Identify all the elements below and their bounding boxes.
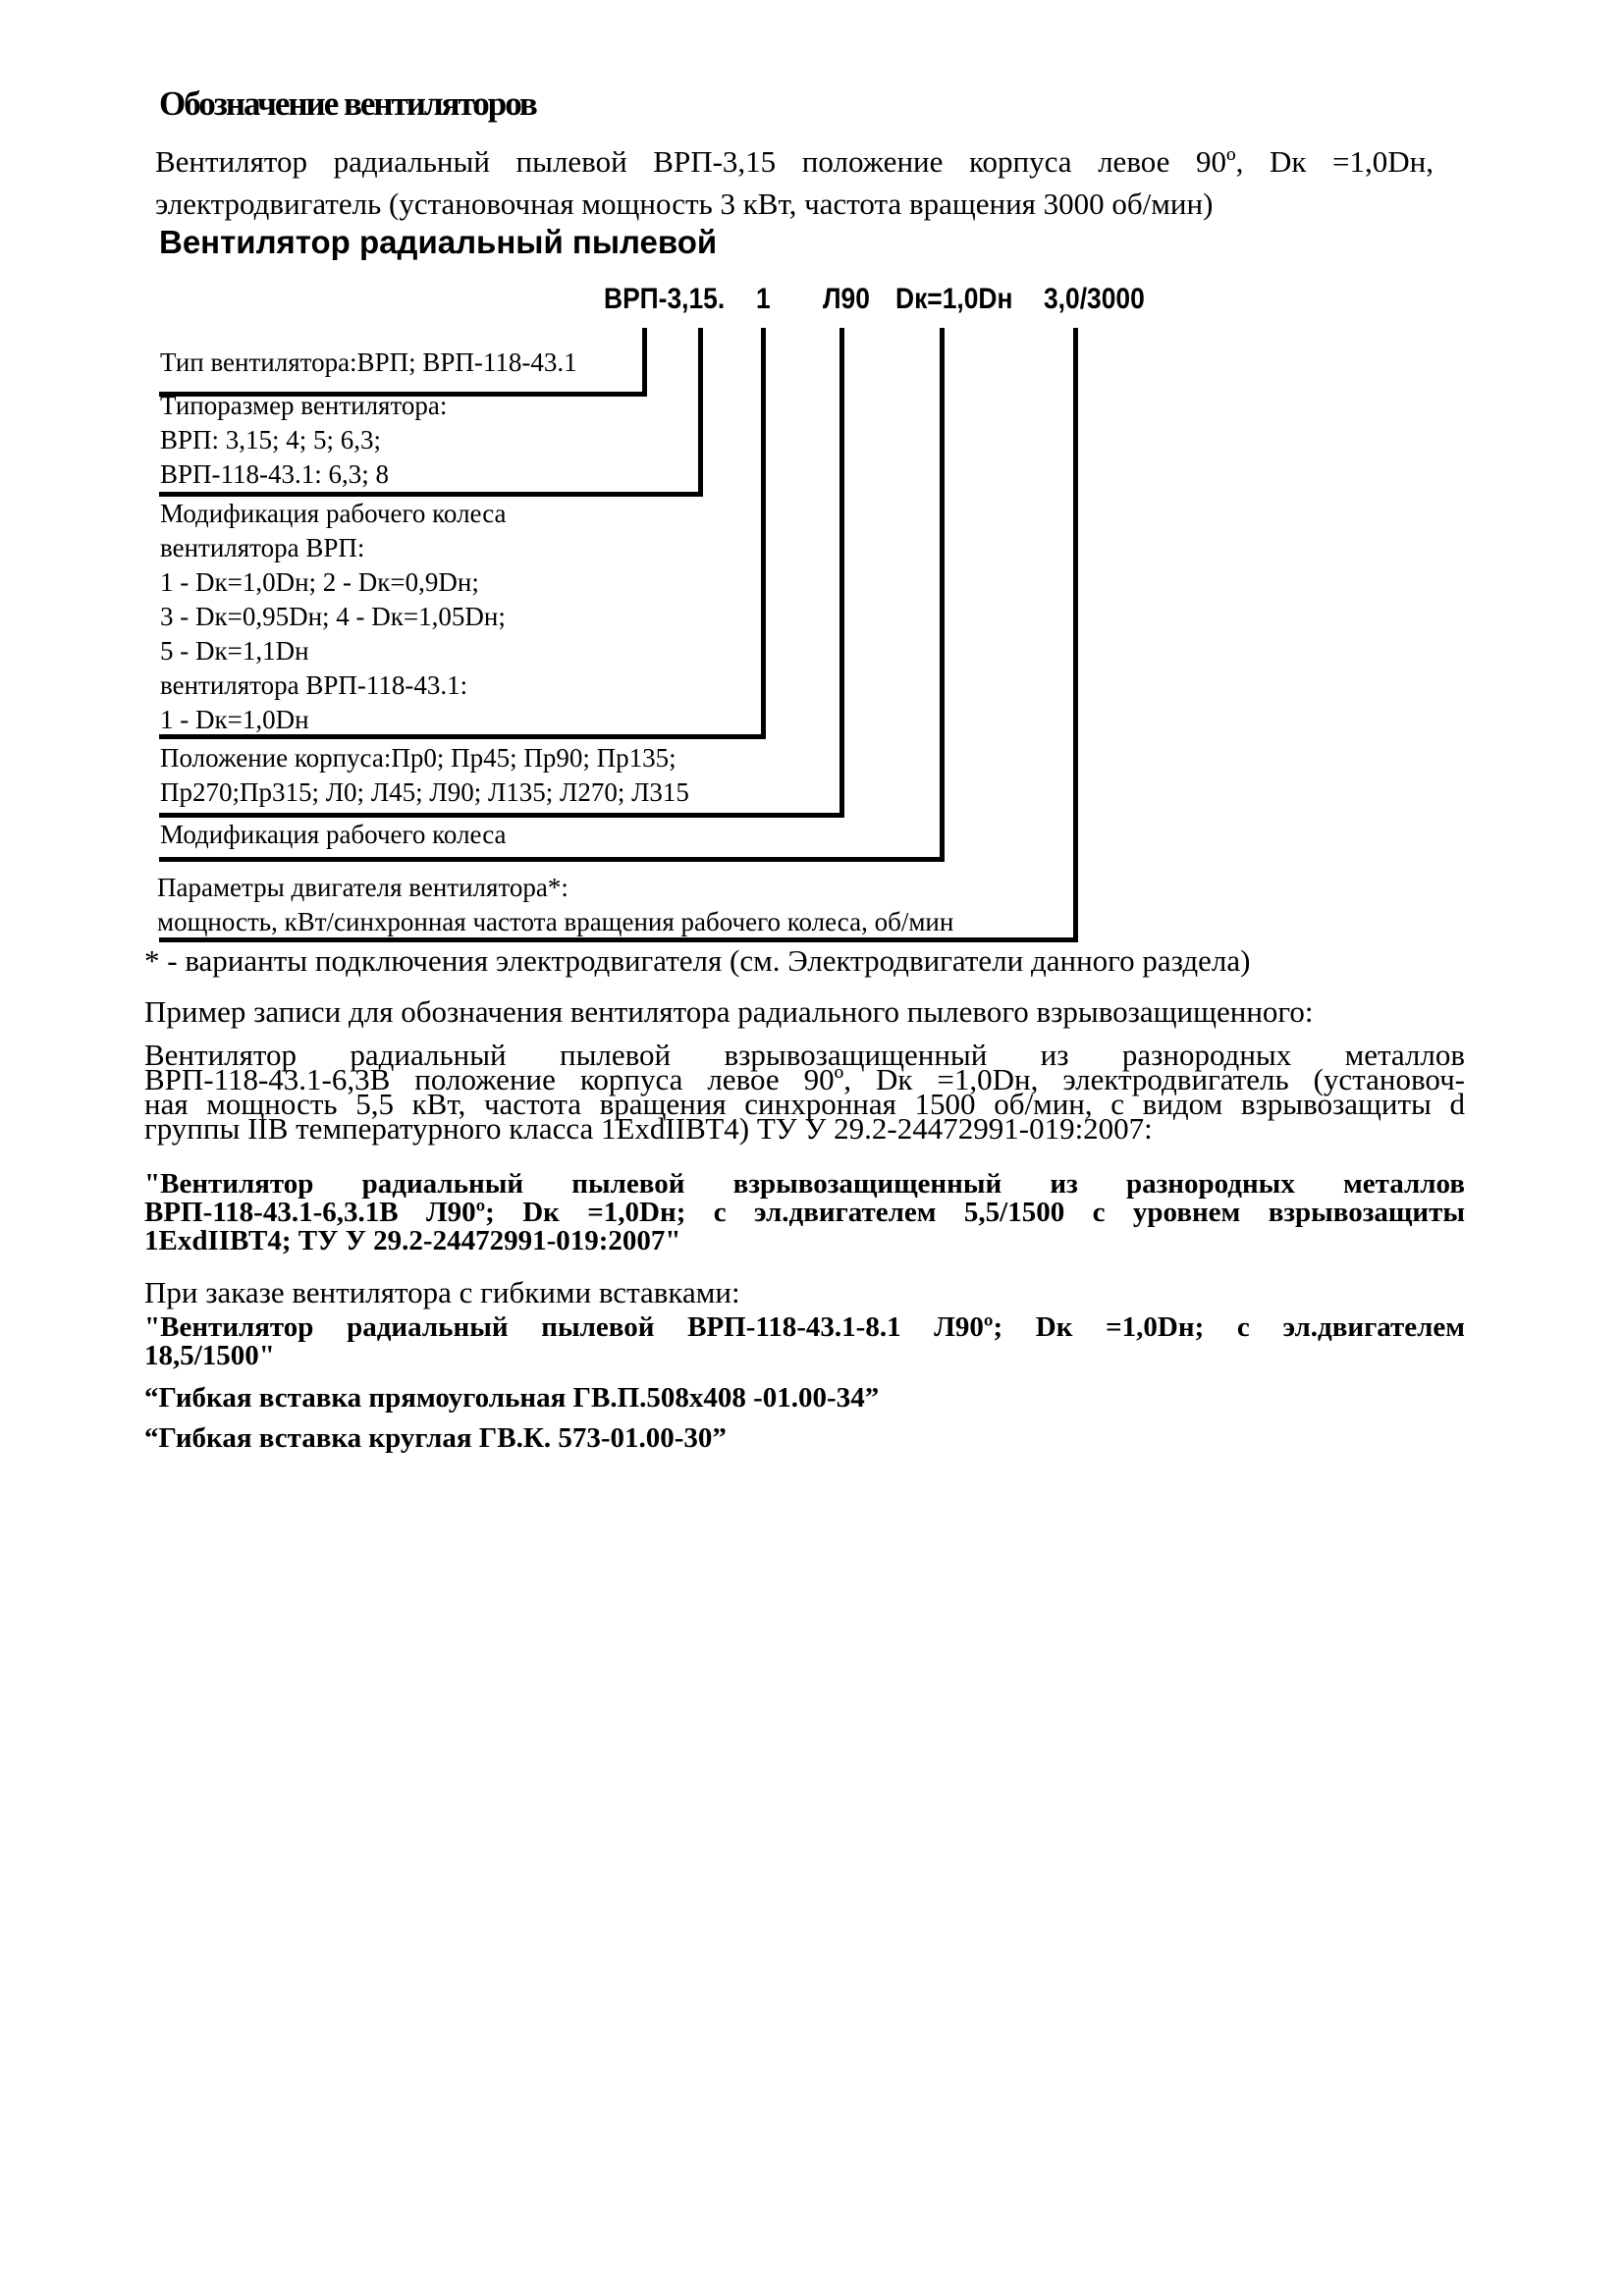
label-line: 1 - Dк=1,0Dн	[160, 705, 309, 734]
label-type: Тип вентилятора:ВРП; ВРП-118-43.1	[160, 347, 577, 377]
diagram-subtitle: Вентилятор радиальный пылевой	[159, 224, 718, 260]
label-wheel-mod-2: Модификация рабочего колеса	[160, 820, 507, 849]
label-line: 1 - Dк=1,0Dн; 2 - Dк=0,9Dн;	[160, 567, 479, 597]
connector-diameter-h	[159, 857, 945, 862]
paragraph-line: 1ExdIIВТ4; ТУ У 29.2-24472991-019:2007"	[144, 1225, 681, 1256]
label-line: ВРП-118-43.1: 6,3; 8	[160, 459, 390, 489]
paragraph-line: группы IIВ температурного класса 1ExdIIВТ4) ТУ У 29.2-24472991-019:2007:	[144, 1111, 1153, 1146]
connector-size-v	[698, 328, 703, 497]
paragraph-line: ная мощность 5,5 кВт, частота вращения синхронная 1500 об/мин, с видом взрывозащиты d	[144, 1087, 1465, 1121]
label-line: 5 - Dк=1,1Dн	[160, 636, 309, 666]
connector-motor-v	[1073, 328, 1078, 942]
paragraph-line: 18,5/1500"	[144, 1340, 275, 1371]
label-line: ВРП: 3,15; 4; 5; 6,3;	[160, 425, 382, 454]
code-position: Л90	[823, 283, 870, 315]
paragraph-line: Вентилятор радиальный пылевой взрывозащищенный из разнородных металлов	[144, 1038, 1465, 1072]
label-line: 3 - Dк=0,95Dн; 4 - Dк=1,05Dн;	[160, 602, 506, 631]
paragraph-line: ВРП-118-43.1-6,3.1В Л90º; Dк =1,0Dн; с эл.двигателем 5,5/1500 с уровнем взрывозащиты	[144, 1197, 1465, 1228]
label-line: Пр270;Пр315; Л0; Л45; Л90; Л135; Л270; Л315	[160, 777, 689, 807]
page-title: Обозначение вентиляторов	[159, 84, 536, 123]
code-motor: 3,0/3000	[1044, 283, 1145, 315]
code-type: ВРП-3,15.	[604, 283, 726, 315]
connector-mod-v	[761, 328, 766, 739]
label-line: вентилятора ВРП-118-43.1:	[160, 670, 468, 700]
label-line: Типоразмер вентилятора:	[160, 391, 448, 420]
label-housing	[160, 741, 689, 810]
insert-rectangular: “Гибкая вставка прямоугольная ГВ.П.508х408 -01.00-34”	[144, 1382, 880, 1414]
intro-line: Вентилятор радиальный пылевой ВРП-3,15 положение корпуса левое 90º, Dк =1,0Dн,	[155, 144, 1434, 179]
example-heading: Пример записи для обозначения вентилятора радиального пылевого взрывозащищенного:	[144, 994, 1314, 1029]
paragraph-line: "Вентилятор радиальный пылевой взрывозащищенный из разнородных металлов	[144, 1168, 1465, 1200]
code-diameter: Dк=1,0Dн	[895, 283, 1013, 315]
example-paragraph	[144, 1038, 1465, 1146]
connector-type-v	[642, 328, 647, 397]
label-line: Положение корпуса:Пр0; Пр45; Пр90; Пр135;	[160, 743, 677, 773]
intro-line: электродвигатель (установочная мощность 3 кВт, частота вращения 3000 об/мин)	[155, 187, 1214, 221]
order-heading: При заказе вентилятора с гибкими вставками:	[144, 1275, 740, 1309]
example-bold-paragraph	[144, 1170, 1465, 1255]
code-mod: 1	[756, 283, 771, 315]
label-motor	[157, 871, 953, 939]
paragraph-line: ВРП-118-43.1-6,3В положение корпуса левое 90º, Dк =1,0Dн, электродвигатель (установоч-	[144, 1062, 1465, 1096]
label-line: Параметры двигателя вентилятора*:	[157, 873, 568, 902]
footnote: * - варианты подключения электродвигателя (см. Электродвигатели данного раздела)	[144, 943, 1251, 978]
label-size	[160, 389, 447, 492]
connector-diameter-v	[940, 328, 945, 862]
order-bold-paragraph	[144, 1313, 1465, 1370]
label-line: мощность, кВт/синхронная частота вращения рабочего колеса, об/мин	[157, 907, 954, 936]
label-line: вентилятора ВРП:	[160, 533, 365, 562]
label-wheel-mod	[160, 497, 507, 737]
label-line: Модификация рабочего колеса	[160, 499, 507, 528]
connector-housing-v	[839, 328, 844, 818]
paragraph-line: "Вентилятор радиальный пылевой ВРП-118-43.1-8.1 Л90º; Dк =1,0Dн; с эл.двигателем	[144, 1311, 1465, 1343]
insert-round: “Гибкая вставка круглая ГВ.К. 573-01.00-30”	[144, 1422, 727, 1454]
intro-paragraph	[155, 140, 1434, 225]
